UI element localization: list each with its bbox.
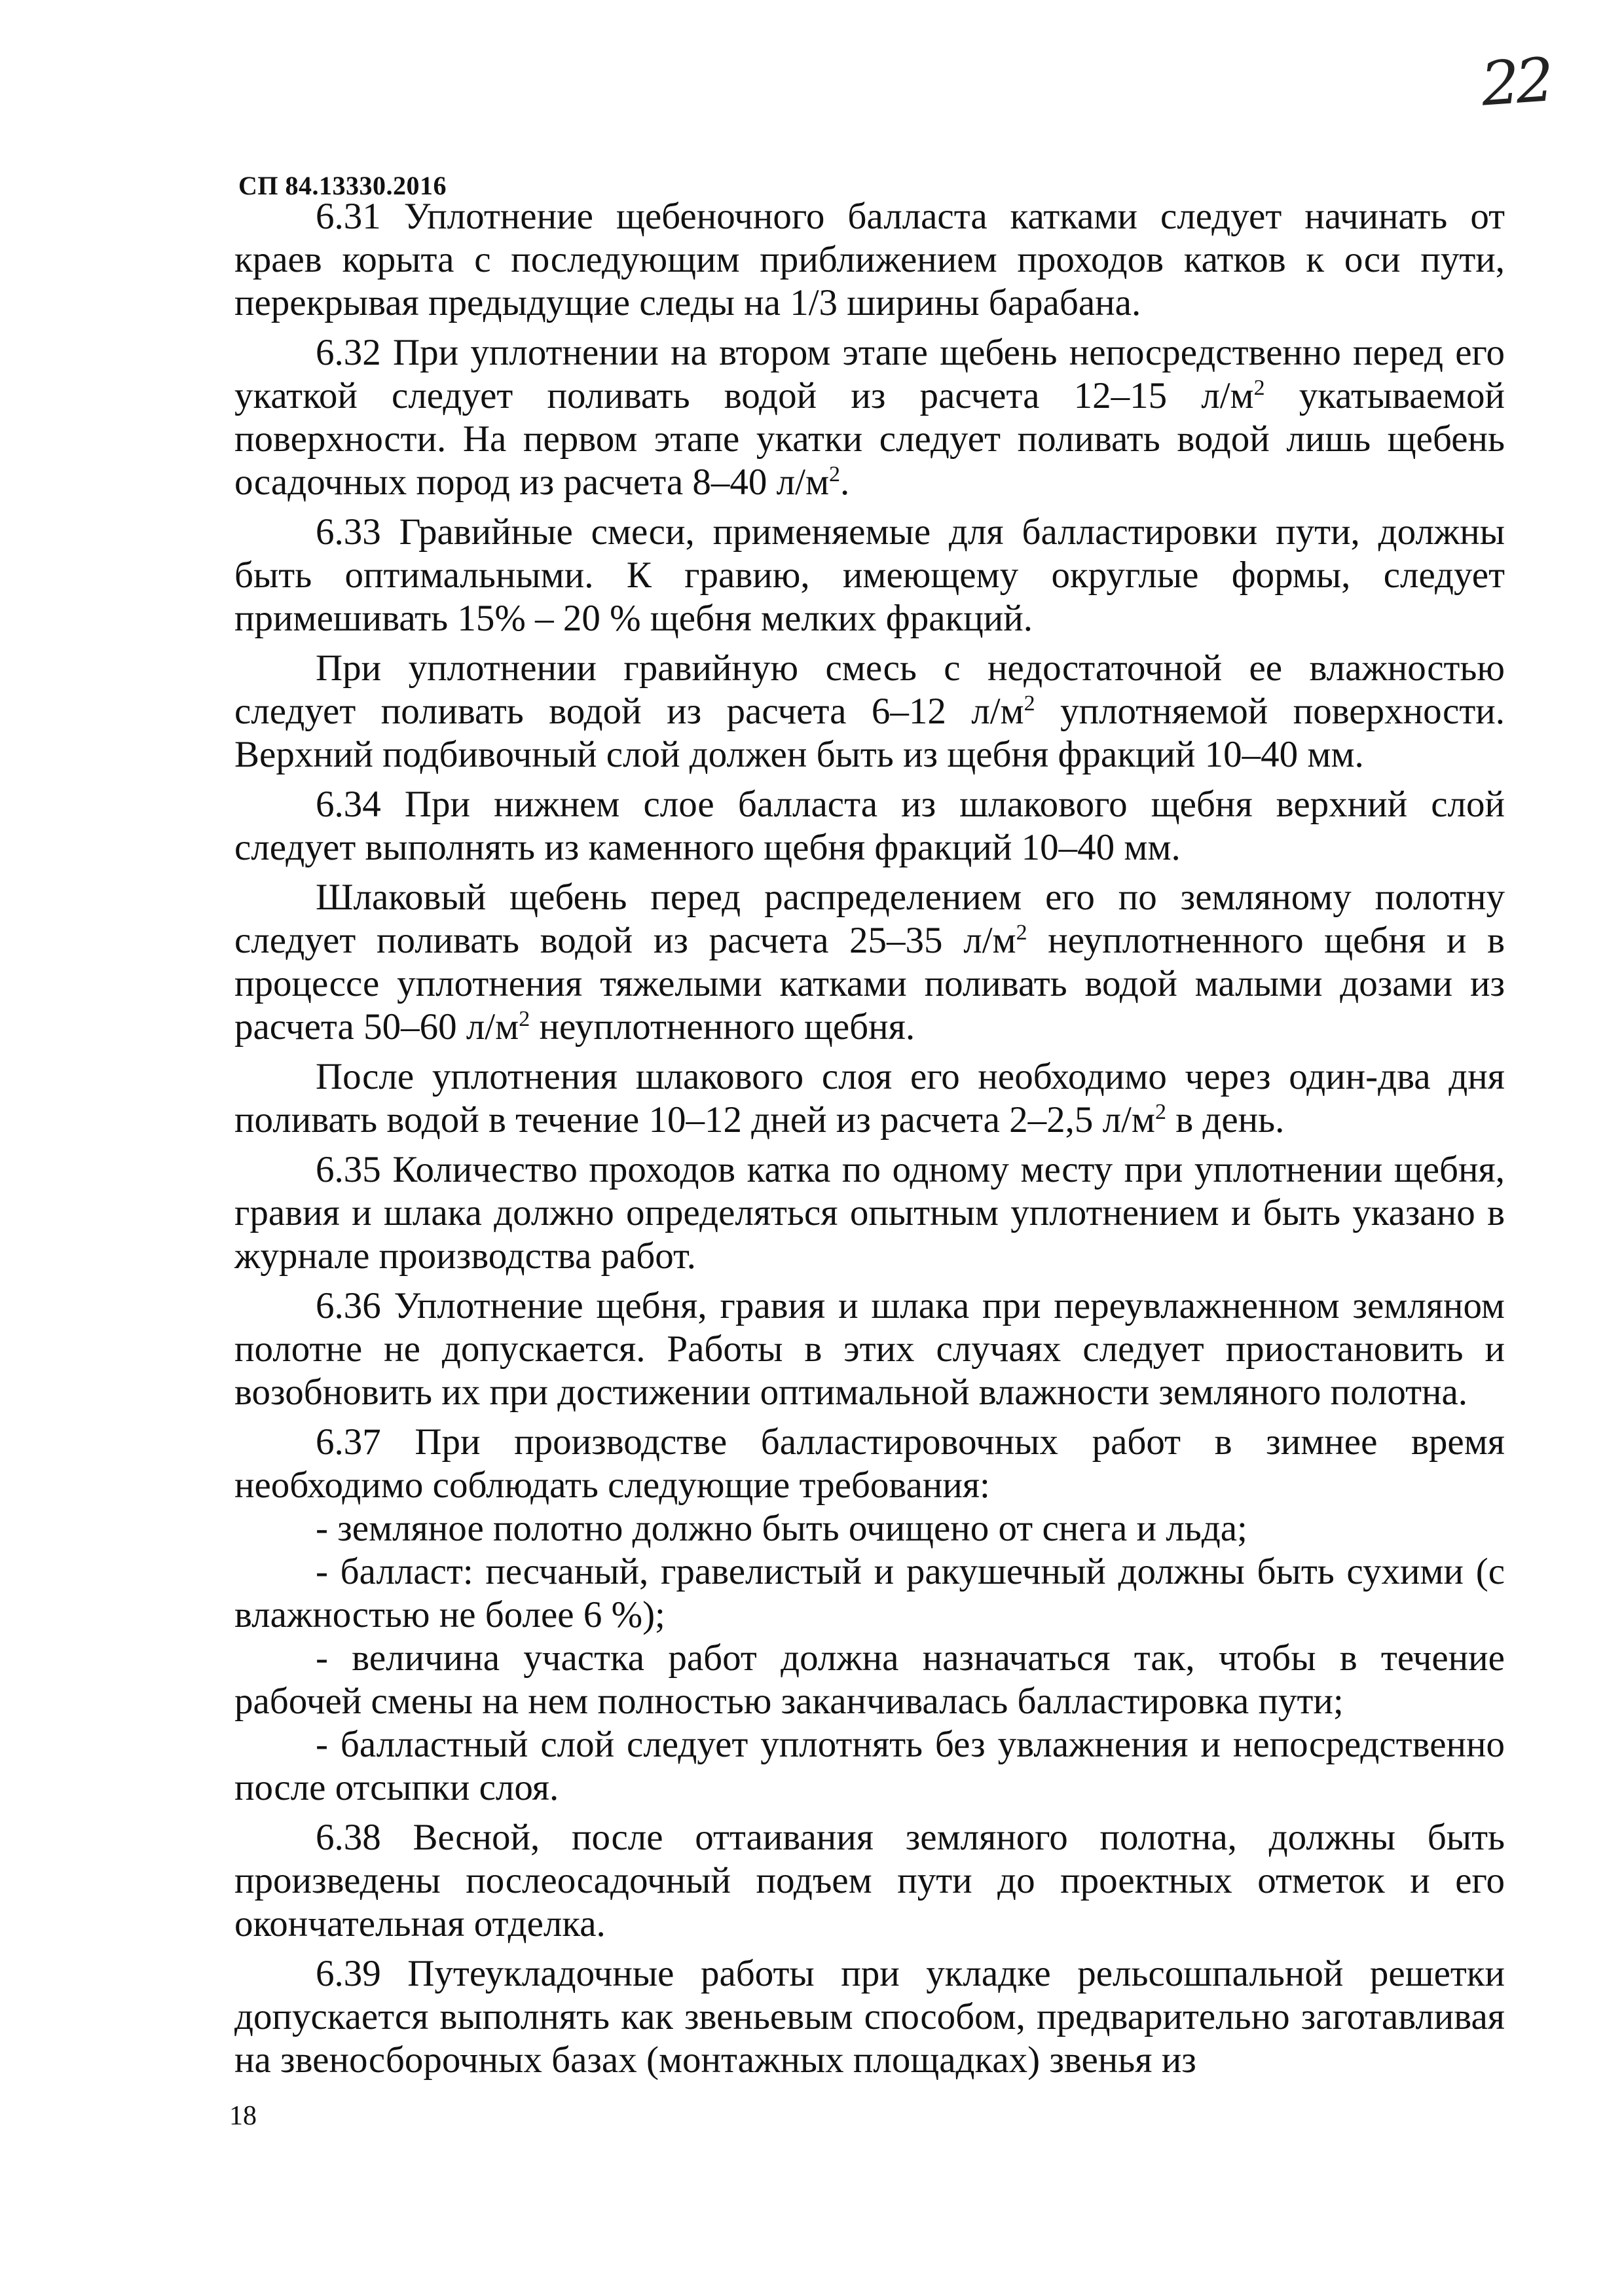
document-body (234, 195, 1505, 2082)
document-code: СП 84.13330.2016 (238, 171, 447, 200)
paragraph-6-34: 6.34 При нижнем слое балласта из шлакового щебня верхний слой следует выполнять из каменного щебня фракций 10–40 мм. (234, 784, 1505, 868)
paragraph-6-35: 6.35 Количество проходов катка по одному месту при уплотнении щебня, гравия и шлака должно определяться опытным уплотнением и быть указано в журнале производства работ. (234, 1149, 1505, 1277)
paragraph-6-37: 6.37 При производстве балластировочных работ в зимнее время необходимо соблюдать следующие требования: (234, 1421, 1505, 1506)
paragraph-6-38: 6.38 Весной, после оттаивания земляного полотна, должны быть произведены послеосадочный подъем пути до проектных отметок и его окончательная отделка. (234, 1817, 1505, 1944)
list-item-3: - величина участка работ должна назначаться так, чтобы в течение рабочей смены на нем полностью заканчивалась балластировка пути; (234, 1637, 1505, 1722)
list-item-1: - земляное полотно должно быть очищено от снега и льда; (316, 1508, 1247, 1549)
paragraph-slag-watering: Шлаковый щебень перед распределением его по земляному полотну следует поливать водой из расчета 25–35 $л/м^2$ неуплотненного щебня и в процессе уплотнения тяжелыми катками поливать водой малыми дозами из расчета 50–60 $л/м^2$ неуплотненного щебня. (234, 877, 1505, 1048)
page-number: 18 (229, 2101, 257, 2131)
paragraph-6-33: 6.33 Гравийные смеси, применяемые для балластировки пути, должны быть оптимальными. К гравию, имеющему округлые формы, следует примешивать 15% – 20 % щебня мелких фракций. (234, 511, 1505, 639)
paragraph-6-36: 6.36 Уплотнение щебня, гравия и шлака при переувлажненном земляном полотне не допускается. Работы в этих случаях следует приостановить и возобновить их при достижении оптимальной влажности земляного полотна. (234, 1285, 1505, 1413)
paragraph-6-39: 6.39 Путеукладочные работы при укладке рельсошпальной решетки допускается выполнять как звеньевым способом, предварительно заготавливая на звеносборочных базах (монтажных площадках) звенья из (234, 1953, 1505, 2081)
paragraph-6-32: 6.32 При уплотнении на втором этапе щебень непосредственно перед его укаткой следует поливать водой из расчета 12–15 $л/м^2$ укатываемой поверхности. На первом этапе укатки следует поливать водой лишь щебень осадочных пород из расчета 8–40 $л/м^2$. (234, 332, 1505, 503)
list-item-4: - балластный слой следует уплотнять без увлажнения и непосредственно после отсыпки слоя. (234, 1724, 1505, 1808)
list-item-2: - балласт: песчаный, гравелистый и ракушечный должны быть сухими (с влажностью не более 6 %); (234, 1551, 1505, 1635)
paragraph-gravel-moisture: При уплотнении гравийную смесь с недостаточной ее влажностью следует поливать водой из расчета 6–12 $л/м^2$ уплотняемой поверхности. Верхний подбивочный слой должен быть из щебня фракций 10–40 мм. (234, 647, 1505, 775)
paragraph-6-31: 6.31 Уплотнение щебеночного балласта катками следует начинать от краев корыта с последующим приближением проходов катков к оси пути, перекрывая предыдущие следы на 1/3 ширины барабана. (234, 196, 1505, 323)
handwritten-page-number: 22 (1479, 45, 1553, 120)
paragraph-after-compaction: После уплотнения шлакового слоя его необходимо через один-два дня поливать водой в течение 10–12 дней из расчета 2–2,5 $л/м^2$ в день. (234, 1056, 1505, 1140)
